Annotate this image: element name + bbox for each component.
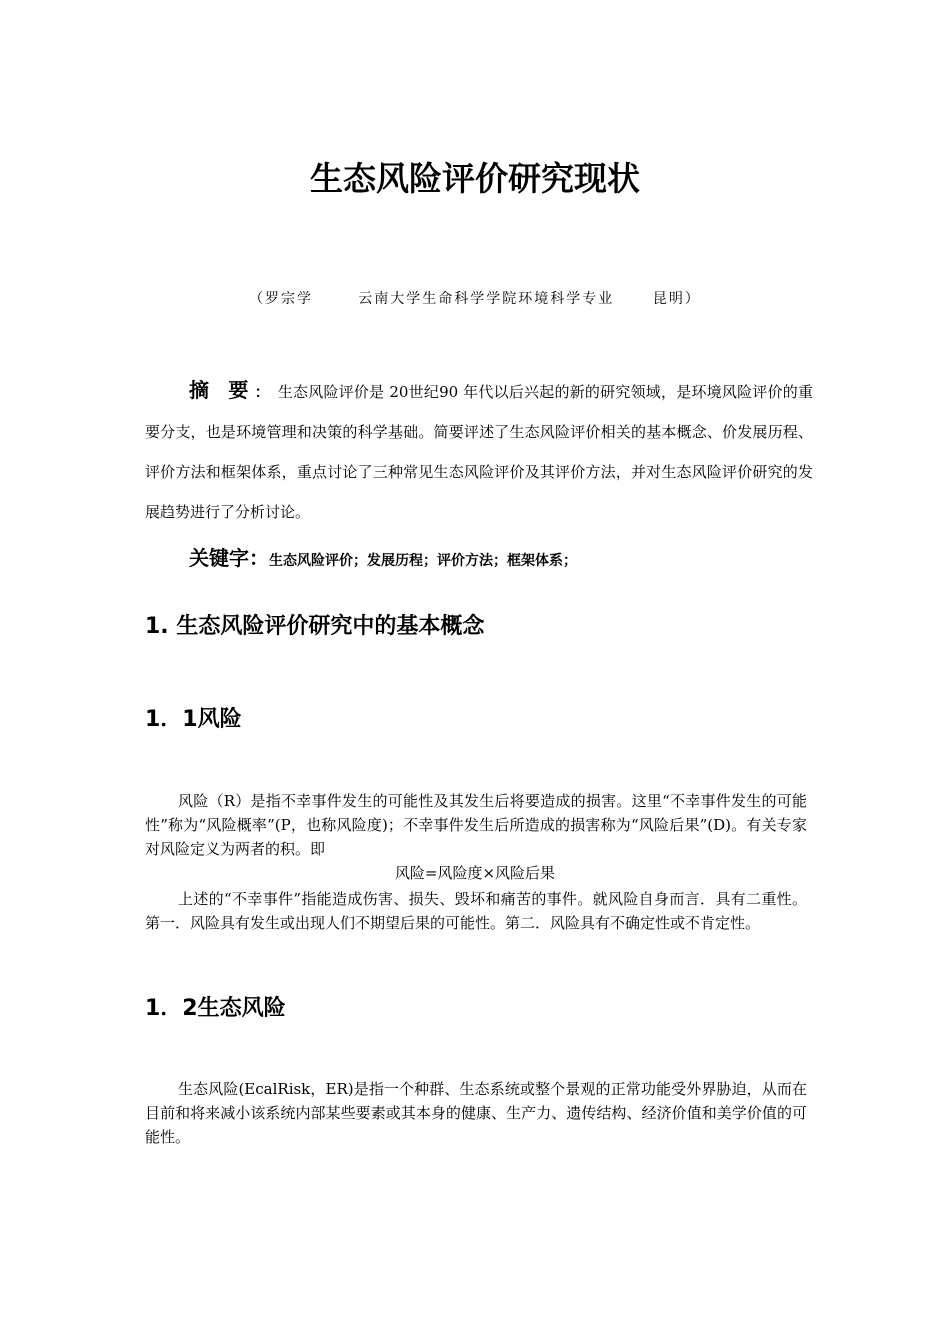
risk-definition-paragraph: 风险（R）是指不幸事件发生的可能性及其发生后将要造成的损害。这里“不幸事件发生的可能性”称为“风险概率”(P，也称风险度)；不幸事件发生后所造成的损害称为“风险后果”(D)。有关专家对风险定义为两者的积。即 (145, 792, 807, 858)
subsection-heading-risk: 1．1风险 (145, 707, 242, 732)
risk-formula: 风险=风险度×风险后果 (394, 864, 556, 882)
author-affiliation: （罗宗学 云南大学生命科学学院环境科学专业 昆明） (249, 291, 701, 307)
subsection-heading-ecological-risk: 1．2生态风险 (145, 996, 286, 1021)
document-title: 生态风险评价研究现状 (310, 159, 640, 198)
abstract-text: 生态风险评价是 20世纪90 年代以后兴起的新的研究领域，是环境风险评价的重要分支，也是环境管理和决策的科学基础。简要评述了生态风险评价相关的基本概念、价发展历程、评价方法和框架体系，重点讨论了三种常见生态风险评价及其评价方法，并对生态风险评价研究的发展趋势进行了分析讨论。 (145, 383, 813, 521)
abstract-label: 摘 要 (189, 378, 255, 402)
keywords-label: 关键字： (189, 546, 269, 570)
abstract-colon: ： (254, 383, 270, 401)
abstract-paragraph (145, 370, 813, 532)
keywords-text: 生态风险评价；发展历程；评价方法；框架体系； (269, 553, 577, 569)
ecological-risk-paragraph: 生态风险(EcalRisk，ER)是指一个种群、生态系统或整个景观的正常功能受外界胁迫，从而在目前和将来减小该系统内部某些要素或其本身的健康、生产力、遗传结构、经济价值和美学价值的可能性。 (145, 1080, 807, 1146)
risk-duality-paragraph: 上述的“不幸事件”指能造成伤害、损失、毁坏和痛苦的事件。就风险自身而言．具有二重性。第一．风险具有发生或出现人们不期望后果的可能性。第二．风险具有不确定性或不肯定性。 (145, 890, 807, 932)
keywords-line (189, 541, 577, 578)
section-heading: 1. 生态风险评价研究中的基本概念 (145, 614, 485, 639)
